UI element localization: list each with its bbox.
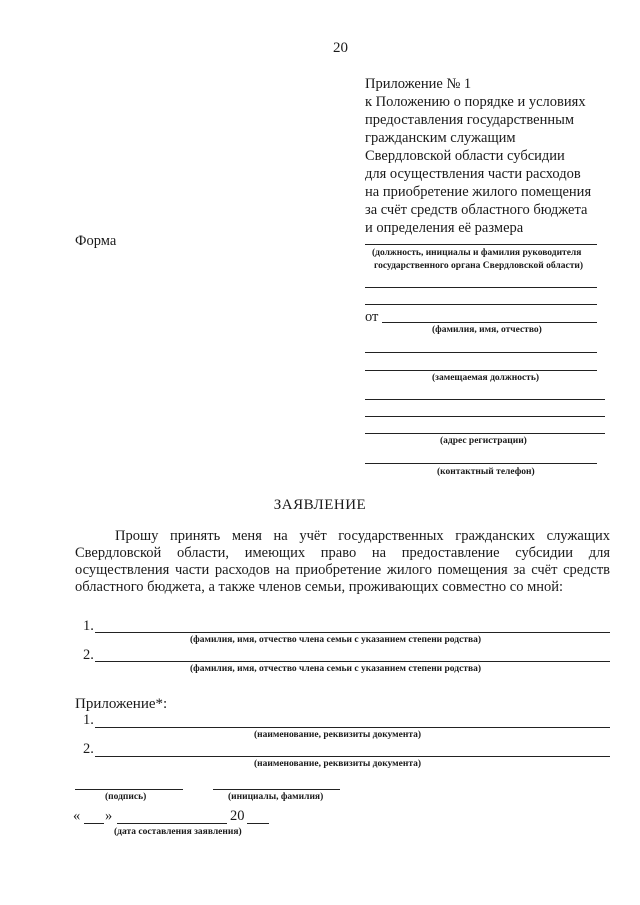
head-caption: (должность, инициалы и фамилия руководителя (372, 248, 582, 258)
attachment-field[interactable] (95, 727, 610, 728)
attachment-caption: (наименование, реквизиты документа) (254, 730, 422, 740)
from-label: от (365, 309, 379, 325)
date-quote-close: » (105, 808, 113, 824)
document-title: ЗАЯВЛЕНИЕ (273, 497, 367, 513)
statement-paragraph: Прошу принять меня на учёт государственных гражданских служащих Свердловской области, имеющих право на предоставление субсидии для осуществления части расходов на приобретение жилого помещения за счёт средств областного бюджета, а также членов семьи, проживающих совместно со мной: (75, 528, 610, 595)
position-caption: (замещаемая должность) (432, 373, 540, 383)
appendix-line: Свердловской области субсидии (365, 148, 565, 164)
date-caption: (дата составления заявления) (114, 827, 242, 837)
fio-field[interactable] (382, 322, 597, 323)
head-field-3[interactable] (365, 304, 597, 305)
appendix-line: за счёт средств областного бюджета (365, 202, 588, 218)
appendix-line: к Положению о порядке и условиях (365, 94, 586, 110)
appendix-heading (365, 75, 627, 237)
family-field[interactable] (95, 661, 610, 662)
position-field[interactable] (365, 352, 597, 353)
initials-caption: (инициалы, фамилия) (228, 792, 324, 802)
head-field-2[interactable] (365, 287, 597, 288)
date-month-field[interactable] (117, 823, 227, 824)
family-field[interactable] (95, 632, 610, 633)
page-number: 20 (333, 40, 348, 56)
statement-text (75, 528, 610, 596)
signature-field[interactable] (75, 789, 183, 790)
position-field-2[interactable] (365, 370, 597, 371)
address-field-2[interactable] (365, 416, 605, 417)
fio-caption: (фамилия, имя, отчество) (432, 325, 542, 335)
address-caption: (адрес регистрации) (440, 436, 527, 446)
attachments-label: Приложение*: (75, 696, 168, 712)
address-field[interactable] (365, 399, 605, 400)
signature-caption: (подпись) (105, 792, 147, 802)
family-number: 1. (83, 618, 94, 634)
address-field-3[interactable] (365, 433, 605, 434)
date-quote-open: « (73, 808, 81, 824)
form-label: Форма (75, 233, 117, 249)
appendix-line: предоставления государственным (365, 112, 575, 128)
head-field[interactable] (365, 244, 597, 245)
appendix-line: и определения её размера (365, 220, 524, 236)
family-caption: (фамилия, имя, отчество члена семьи с указанием степени родства) (190, 664, 482, 674)
phone-field[interactable] (365, 463, 597, 464)
initials-field[interactable] (213, 789, 340, 790)
attachment-number: 1. (83, 712, 94, 728)
attachment-field[interactable] (95, 756, 610, 757)
family-caption: (фамилия, имя, отчество члена семьи с указанием степени родства) (190, 635, 482, 645)
appendix-line: для осуществления части расходов (365, 166, 581, 182)
appendix-line: на приобретение жилого помещения (365, 184, 592, 200)
date-year-prefix: 20 (230, 808, 245, 824)
attachment-number: 2. (83, 741, 94, 757)
head-caption-2: государственного органа Свердловской области) (374, 261, 584, 271)
family-number: 2. (83, 647, 94, 663)
phone-caption: (контактный телефон) (437, 467, 535, 477)
date-day-field[interactable] (84, 823, 104, 824)
attachment-caption: (наименование, реквизиты документа) (254, 759, 422, 769)
appendix-line: Приложение № 1 (365, 76, 472, 92)
date-year-field[interactable] (247, 823, 269, 824)
appendix-line: гражданским служащим (365, 130, 516, 146)
